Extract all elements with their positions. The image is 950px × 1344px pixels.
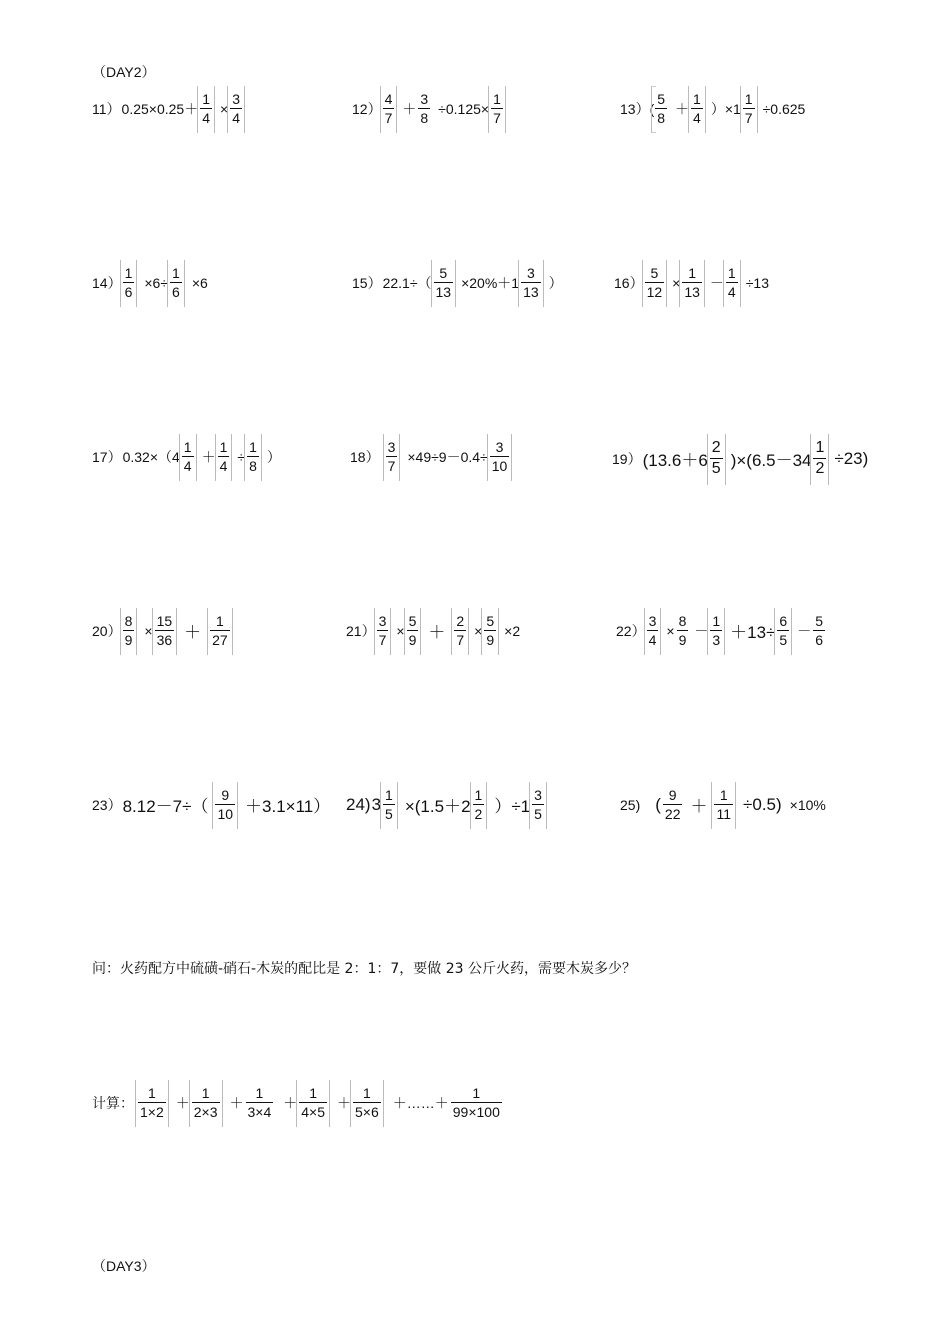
problem-18: 18） $\frac{3}{7}$ ×49÷9－0.4÷ $\frac{3}{10}$ bbox=[350, 439, 508, 474]
problem-15: 15） 22.1÷（ $\frac{5}{13}$ ×20%＋1 $\frac{3}{13}$ ） bbox=[352, 265, 563, 300]
problem-20: 20） $\frac{8}{9}$ × $\frac{15}{36}$ ＋ $\frac{1}{27}$ bbox=[92, 613, 228, 648]
fraction: $\frac{5}{8}$ bbox=[657, 91, 666, 126]
fraction: $\frac{1}{4}$ bbox=[219, 439, 228, 474]
fraction: $\frac{5}{6}$ bbox=[815, 613, 823, 648]
fraction: $\frac{3}{13}$ bbox=[523, 265, 539, 300]
fraction: $\frac{1}{99\times 100}$ bbox=[452, 1085, 500, 1120]
fraction: $\frac{1}{4}$ bbox=[727, 265, 736, 300]
fraction: $\frac{1}{4\times 5}$ bbox=[301, 1085, 325, 1120]
fraction: $\frac{4}{7}$ bbox=[384, 91, 393, 126]
fraction: $\frac{3}{8}$ bbox=[420, 91, 429, 126]
fraction: $\frac{1}{4}$ bbox=[183, 439, 192, 474]
fraction: $\frac{1}{2}$ bbox=[815, 439, 825, 477]
fraction: $\frac{15}{36}$ bbox=[156, 613, 173, 648]
fraction: $\frac{1}{5}$ bbox=[385, 787, 393, 822]
day3-heading: （DAY3） bbox=[92, 1258, 156, 1274]
fraction: $\frac{9}{22}$ bbox=[664, 787, 681, 822]
day2-heading: （DAY2） bbox=[92, 64, 156, 80]
problem-14: 14） $\frac{1}{6}$ ×6÷ $\frac{1}{6}$ ×6 bbox=[92, 265, 208, 300]
fraction: $\frac{3}{10}$ bbox=[491, 439, 508, 474]
fraction: $\frac{1}{13}$ bbox=[684, 265, 700, 300]
problem-25: 25) ( $\frac{9}{22}$ ＋ $\frac{1}{11}$ ÷0.5) ×10% bbox=[620, 787, 826, 822]
problem-22: 22） $\frac{3}{4}$ × $\frac{8}{9}$ － $\frac{1}{3}$ ＋13÷ $\frac{6}{5}$ － $\frac{5}{6}$ bbox=[616, 613, 823, 648]
fraction: $\frac{1}{6}$ bbox=[124, 265, 133, 300]
fraction: $\frac{1}{11}$ bbox=[716, 787, 732, 822]
fraction: $\frac{5}{12}$ bbox=[646, 265, 663, 300]
fraction: $\frac{1}{4}$ bbox=[202, 91, 211, 126]
fraction: $\frac{1}{27}$ bbox=[212, 613, 228, 648]
fraction: $\frac{2}{7}$ bbox=[456, 613, 465, 648]
fraction: $\frac{3}{4}$ bbox=[232, 91, 240, 126]
fraction: $\frac{3}{7}$ bbox=[378, 613, 387, 648]
fraction: $\frac{1}{1\times 2}$ bbox=[140, 1085, 164, 1120]
problem-12: 12） $\frac{4}{7}$ ＋ $\frac{3}{8}$ ÷0.125× $\frac{1}{7}$ bbox=[352, 91, 501, 126]
fraction: $\frac{1}{3}$ bbox=[712, 613, 721, 648]
series-calculation: 计算： $\frac{1}{1\times 2}$ ＋ $\frac{1}{2\times 3}$ ＋ $\frac{1}{3\times 4}$ ＋ $\frac{1}{4\times 5}$ ＋ $\frac{1}{5\times 6}$ ＋……＋ $\frac{1}{99\times 100}$ bbox=[92, 1085, 500, 1120]
fraction: $\frac{6}{5}$ bbox=[779, 613, 788, 648]
fraction: $\frac{1}{8}$ bbox=[249, 439, 257, 474]
fraction: $\frac{2}{5}$ bbox=[711, 439, 721, 477]
problem-13: 13）( $\frac{5}{8}$ ＋ $\frac{1}{4}$ ）×1 $\frac{1}{7}$ ÷0.625 bbox=[620, 91, 806, 126]
problem-19: 19） (13.6＋6 $\frac{2}{5}$ )×(6.5－34 $\frac{1}{2}$ ÷23) bbox=[612, 439, 869, 477]
fraction: $\frac{1}{6}$ bbox=[172, 265, 180, 300]
fraction: $\frac{1}{2}$ bbox=[474, 787, 483, 822]
fraction: $\frac{1}{7}$ bbox=[493, 91, 501, 126]
fraction: $\frac{3}{5}$ bbox=[534, 787, 542, 822]
fraction: $\frac{1}{4}$ bbox=[693, 91, 701, 126]
fraction: $\frac{1}{7}$ bbox=[744, 91, 753, 126]
fraction: $\frac{5}{13}$ bbox=[435, 265, 452, 300]
word-problem: 问：火药配方中硫磺-硝石-木炭的配比是 2：1：7，要做 23 公斤火药，需要木炭多少？ bbox=[92, 961, 636, 977]
problem-16: 16） $\frac{5}{12}$ × $\frac{1}{13}$ － $\frac{1}{4}$ ÷13 bbox=[614, 265, 769, 300]
fraction: $\frac{9}{10}$ bbox=[217, 787, 234, 822]
problem-21: 21） $\frac{3}{7}$ × $\frac{5}{9}$ ＋ $\frac{2}{7}$ × $\frac{5}{9}$ ×2 bbox=[346, 613, 521, 648]
fraction: $\frac{1}{5\times 6}$ bbox=[355, 1085, 379, 1120]
fraction: $\frac{1}{2\times 3}$ bbox=[193, 1085, 218, 1120]
fraction: $\frac{8}{9}$ bbox=[678, 613, 687, 648]
fraction: $\frac{3}{4}$ bbox=[648, 613, 657, 648]
fraction: $\frac{5}{9}$ bbox=[408, 613, 417, 648]
fraction: $\frac{3}{7}$ bbox=[387, 439, 396, 474]
problem-23: 23） 8.12－7÷（ $\frac{9}{10}$ ＋3.1×11） bbox=[92, 787, 331, 822]
fraction: $\frac{8}{9}$ bbox=[124, 613, 133, 648]
problem-24: 24) 3 $\frac{1}{5}$ ×(1.5＋2 $\frac{1}{2}$ ）÷1 $\frac{3}{5}$ bbox=[346, 787, 542, 822]
fraction: $\frac{1}{3\times 4}$ bbox=[247, 1085, 272, 1120]
problem-11: 11） 0.25×0.25＋ $\frac{1}{4}$ × $\frac{3}{4}$ bbox=[92, 91, 240, 126]
problem-17: 17） 0.32×（4 $\frac{1}{4}$ ＋ $\frac{1}{4}$ ÷ $\frac{1}{8}$ ） bbox=[92, 439, 281, 474]
fraction: $\frac{5}{9}$ bbox=[486, 613, 495, 648]
